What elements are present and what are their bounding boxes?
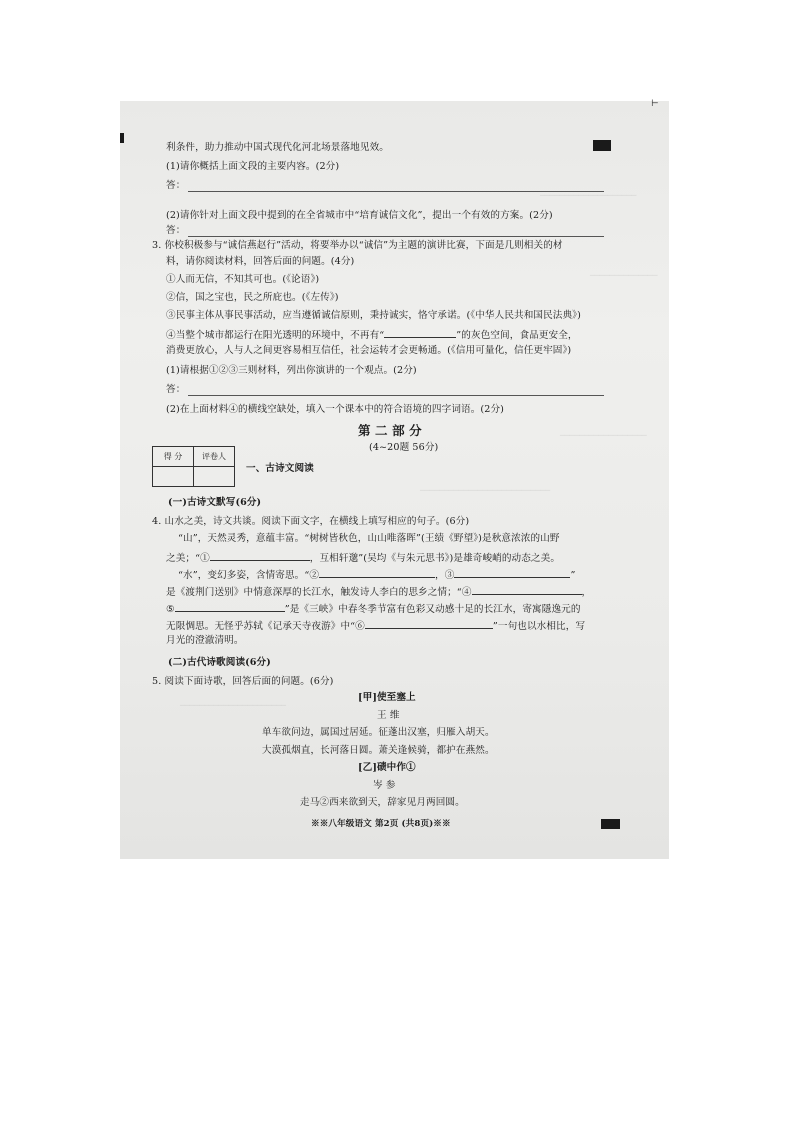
registration-mark xyxy=(601,819,620,829)
bleed-through: ────────────────────── xyxy=(180,701,286,710)
question-3-line-2: 料，请你阅读材料，回答后面的问题。(4分) xyxy=(166,256,355,267)
poem-1-line-1: 单车欲问边，属国过居延。征蓬出汉塞，归雁入胡天。 xyxy=(262,727,495,738)
poem-1-line-2: 大漠孤烟直，长河落日圆。萧关逢候骑，都护在燕然。 xyxy=(262,745,495,756)
bleed-through: ────────────────── xyxy=(560,431,647,440)
question-1: (1)请你概括上面文段的主要内容。(2分) xyxy=(166,161,340,172)
answer-line[interactable] xyxy=(188,395,604,396)
question-4-line-3 xyxy=(166,550,560,565)
poem-2-author: 岑 参 xyxy=(373,780,396,791)
score-box xyxy=(152,446,235,487)
poem-1-author: 王 维 xyxy=(377,710,400,721)
question-4-line-6 xyxy=(166,601,581,616)
question-4-line-5 xyxy=(166,584,591,599)
intro-text: 利条件，助力推动中国式现代化河北场景落地见效。 xyxy=(166,142,389,153)
grader-head: 评卷人 xyxy=(194,447,235,467)
corner-mark: ⊢ xyxy=(651,99,659,109)
q4-text: 是《渡荆门送别》中情意深厚的长江水，触发诗人李白的思乡之情；“④ xyxy=(166,587,472,598)
bleed-through: ────────────── xyxy=(590,271,658,280)
registration-mark xyxy=(593,140,611,151)
question-4-line-7 xyxy=(166,618,585,633)
material-4-part-a: ④当整个城市都运行在阳光透明的环境中，不再有“ xyxy=(166,330,385,341)
q4-text: ， xyxy=(581,587,592,598)
question-4: 4. 山水之美，诗文共谈。阅读下面文字，在横线上填写相应的句子。(6分) xyxy=(152,516,470,527)
q4-text: 之美；“① xyxy=(166,553,210,564)
answer-label: 答： xyxy=(166,180,186,191)
material-4 xyxy=(166,327,578,342)
q4-text: ”是《三峡》中春冬季节富有色彩又动感十足的长江水，寄寓隱逸元的 xyxy=(284,604,581,615)
question-5: 5. 阅读下面诗歌，回答后面的问题。(6分) xyxy=(152,676,334,687)
bleed-through: ──────────────────── xyxy=(540,191,637,200)
material-2: ②信，国之宝也，民之所庇也。(《左传》) xyxy=(166,292,339,303)
question-4-line-4 xyxy=(178,567,575,582)
subsection-heading: (二)古代诗歌阅读(6分) xyxy=(168,657,271,668)
page-footer: ※※八年级语文 第2页 (共8页)※※ xyxy=(311,819,451,829)
poem-1-title: [甲]使至塞上 xyxy=(358,692,416,703)
part-two-subtitle: (4~20题 56分) xyxy=(369,442,439,453)
fill-blank[interactable] xyxy=(384,327,456,338)
fill-blank-2[interactable] xyxy=(319,567,435,578)
bleed-through: ─────────────────────────── xyxy=(420,486,551,495)
grader-cell[interactable] xyxy=(194,467,235,487)
poem-2-line-1: 走马②西来欲到天，辞家见月两回圆。 xyxy=(300,797,465,808)
fill-blank-4[interactable] xyxy=(472,584,582,595)
material-4-line-2: 消费更放心，人与人之间更容易相互信任，社会运转才会更畅通。(《信用可量化，信任更牢固》) xyxy=(166,345,572,356)
score-cell[interactable] xyxy=(153,467,194,487)
q4-text: ⑤ xyxy=(166,604,175,615)
registration-mark xyxy=(120,133,124,143)
fill-blank-6[interactable] xyxy=(365,618,493,629)
answer-line[interactable] xyxy=(188,236,604,237)
q4-text: ”一句也以水相比，写 xyxy=(492,621,586,632)
answer-label: 答： xyxy=(166,384,186,395)
material-1: ①人而无信，不知其可也。(《论语》) xyxy=(166,274,320,285)
poem-2-title: [乙]碛中作① xyxy=(358,762,416,773)
answer-label: 答： xyxy=(166,225,186,236)
q4-text: ，③ xyxy=(435,570,455,581)
question-2: (2)请你针对上面文段中提到的在全省城市中“培育诚信文化”，提出一个有效的方案。(2分) xyxy=(166,210,553,221)
material-4-part-b: ”的灰色空间，食品更安全， xyxy=(456,330,578,341)
part-two-title: 第 二 部 分 xyxy=(358,423,422,438)
q4-text: 无限惆思。无怪乎苏轼《记承天寺夜游》中“⑥ xyxy=(166,621,365,632)
section-heading: 一、古诗文阅读 xyxy=(246,463,314,474)
question-3-line-1: 3. 你校积极参与“诚信燕赵行”活动，将要举办以“诚信”为主题的演讲比赛，下面是几则相关的材 xyxy=(152,240,563,251)
material-3: ③民事主体从事民事活动，应当遵循诚信原则，秉持诚实，恪守承诺。(《中华人民共和国民法典》) xyxy=(166,310,581,321)
subsection-heading: (一)古诗文默写(6分) xyxy=(168,497,262,508)
q4-text: “水”，变幻多姿，含情寄思。“② xyxy=(178,570,320,581)
fill-blank-1[interactable] xyxy=(210,550,310,561)
question-4-line-2: “山”，天然灵秀，意蕴丰富。“树树皆秋色，山山唯落晖”(王绩《野望》)是秋意浓浓的山野 xyxy=(178,533,560,544)
q4-text: ，互相轩邈”(吴均《与朱元思书》)是雄奇峻峭的动态之美。 xyxy=(309,553,561,564)
fill-blank-5[interactable] xyxy=(175,601,285,612)
answer-line[interactable] xyxy=(188,191,604,192)
question-4-line-8: 月光的澄澈清明。 xyxy=(166,635,244,646)
q4-text: ” xyxy=(570,570,576,581)
fill-blank-3[interactable] xyxy=(454,567,570,578)
question-3-2: (2)在上面材料④的横线空缺处，填入一个课本中的符合语境的四字词语。(2分) xyxy=(166,404,504,415)
question-3-1: (1)请根据①②③三则材料，列出你演讲的一个观点。(2分) xyxy=(166,365,417,376)
score-head: 得 分 xyxy=(153,447,194,467)
